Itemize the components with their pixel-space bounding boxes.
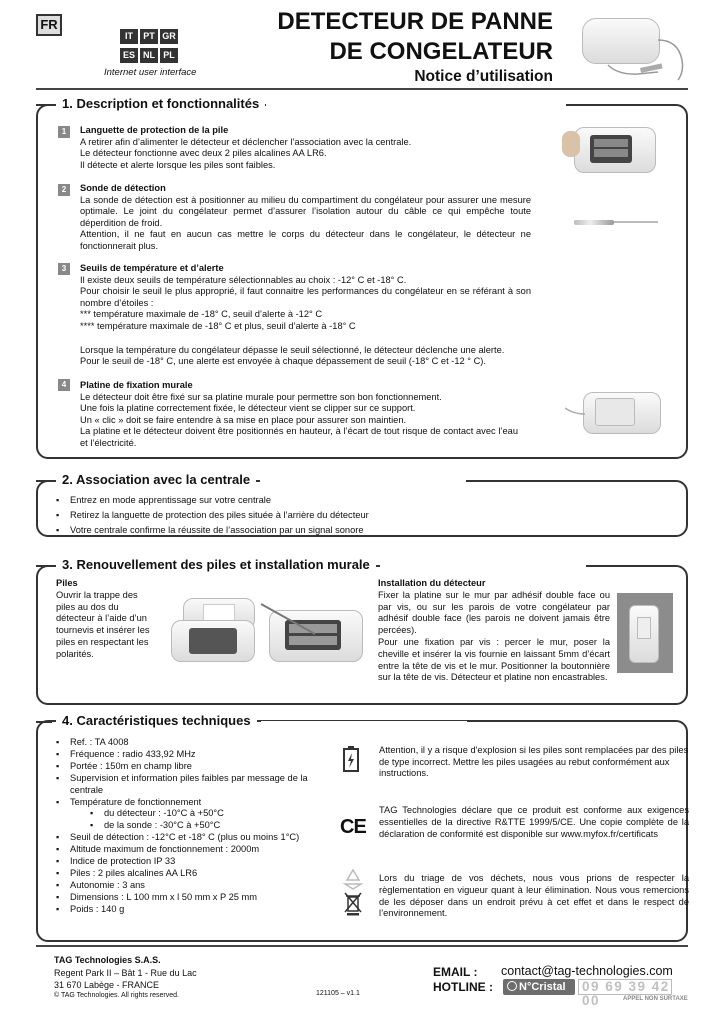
item-number: 1 (58, 126, 70, 138)
item-line: Le détecteur fonctionne avec deux 2 piles alcalines AA LR6. (80, 148, 327, 159)
item-title: Seuils de température et d’alerte (80, 263, 224, 273)
lang-badge: NL (140, 48, 158, 63)
item-wall-mount (80, 380, 518, 450)
item-line: Attention, il ne faut en aucun cas mettre le corps du détecteur dans le congélateur, le détecteur ne fonctionnerait plus. (80, 229, 531, 252)
installation-text: Pour une fixation par vis : percer le mur, poser la cheville et insérer la vis fournie en laissant 5mm d’écart entre la tête de vis et le mur. Positionner la boutonnière sur la tête de vis. Détecteur et platine non encastrables. (378, 636, 610, 683)
lang-badge: IT (120, 29, 138, 44)
installation-title: Installation du détecteur (378, 578, 486, 588)
item-line: **** température maximale de -18° C et plus, seuil d’alerte à -18° C (80, 321, 356, 332)
item-line: *** température maximale de -18° C, seuil d’alerte à -12° C (80, 309, 323, 320)
page-title-line2: DE CONGELATEUR (329, 38, 553, 65)
page-title-line1: DETECTEUR DE PANNE (277, 8, 553, 35)
header-divider (36, 88, 688, 90)
item-probe (80, 183, 531, 253)
email-link[interactable]: contact@tag-technologies.com (501, 964, 673, 978)
item-battery-tab (80, 125, 540, 171)
spec-item: ▪ Seuil de détection : -12°C et -18° C (plus ou moins 1°C) (54, 832, 324, 844)
image-battery-tab (562, 121, 662, 178)
spec-item: ▪ Piles : 2 piles alcalines AA LR6 (54, 868, 324, 880)
non-surtaxe-note: APPEL NON SURTAXE (623, 996, 688, 1002)
ce-mark: CE (340, 816, 366, 838)
spec-subitem: ▪ de la sonde : -30°C à +50°C (54, 820, 324, 832)
section-title-description: 1. Description et fonctionnalités (56, 96, 265, 112)
item-line: Pour le seuil de -18° C, une alerte est envoyée à chaque dépassement de seuil (-18° C et -12 ° C). (80, 356, 486, 367)
image-wall-installation (617, 593, 673, 673)
spec-item: ▪ Portée : 150m en champ libre (54, 761, 324, 773)
internet-ui-note: Internet user interface (104, 67, 197, 78)
lang-badge: PL (160, 48, 178, 63)
item-line: Il détecte et alerte lorsque les piles sont faibles. (80, 159, 276, 170)
image-probe (574, 212, 659, 232)
list-item: ▪ Votre centrale confirme la réussite de l’association par un signal sonore (54, 523, 654, 538)
spec-item: ▪ Supervision et information piles faibles par message de la centrale (54, 773, 324, 797)
lang-badge: PT (140, 29, 158, 44)
recycle-icon (341, 868, 365, 890)
item-line: Pour choisir le seuil le plus approprié, il faut connaitre les performances du congélateur en se référant à son nombre d’étoiles : (80, 286, 531, 308)
section-title-association: 2. Association avec la centrale (56, 472, 256, 488)
spec-item: ▪ Indice de protection IP 33 (54, 856, 324, 868)
battery-warning-text: Attention, il y a risque d'explosion si les piles sont remplacées par des piles de type incorrect. Mettre les piles usagées au rebut conformément aux instructions. (379, 745, 689, 779)
item-line: Lorsque la température du congélateur dépasse le seuil sélectionné, le détecteur déclenche une alerte. (80, 344, 505, 355)
item-number: 4 (58, 379, 70, 391)
hotline-label: HOTLINE : (433, 980, 493, 994)
email-label: EMAIL : (433, 965, 478, 979)
ce-conformity-text: TAG Technologies déclare que ce produit est conforme aux exigences essentielles de la directive R&TTE 1999/5/CE. Une copie complète de la déclaration de conformité est disponible sur www.myfox.fr/certificats (379, 805, 689, 839)
spec-subitem: ▪ du détecteur : -10°C à +50°C (54, 808, 324, 820)
spec-item: ▪ Ref. : TA 4008 (54, 737, 324, 749)
spec-item: ▪ Température de fonctionnement (54, 797, 324, 809)
image-battery-replacement (165, 590, 370, 670)
language-current: FR (36, 14, 62, 36)
footer-divider (36, 945, 688, 947)
footer-address-line2: 31 670 Labège - FRANCE (54, 980, 160, 990)
recycling-text: Lors du triage de vos déchets, nous vous prions de respecter la règlementation en vigueur quant à leur élimination. Nous vous remercions de les déposer dans un endroit prévu à cet effet et dans le respect de l’environnement. (379, 873, 689, 919)
product-image-detector (578, 10, 688, 85)
item-line: La sonde de détection est à positionner au milieu du compartiment du congélateur pour assurer une mesure optimale. Le joint du congélateur permet d’assurer l’isolation autour du câble ce qui empêche toute déperdition de froid. (80, 194, 531, 228)
item-thresholds (80, 263, 531, 368)
battery-warning-icon (343, 746, 359, 772)
spec-item: ▪ Fréquence : radio 433,92 MHz (54, 749, 324, 761)
item-line: Il existe deux seuils de température sélectionnables au choix : -12° C et -18° C. (80, 274, 407, 285)
page-subtitle: Notice d’utilisation (414, 68, 553, 85)
batteries-block (56, 578, 152, 661)
footer-company: TAG Technologies S.A.S. (54, 955, 161, 965)
hotline-number[interactable]: 09 69 39 42 00 (578, 979, 672, 995)
footer-copyright: © TAG Technologies. All rights reserved. (54, 992, 179, 999)
spec-item: ▪ Poids : 140 g (54, 904, 324, 916)
item-title: Sonde de détection (80, 183, 166, 193)
batteries-text: Ouvrir la trappe des piles au dos du détecteur à l’aide d’un tournevis et insérer les piles en respectant les polarités. (56, 589, 150, 659)
footer-address-line1: Regent Park II – Bât 1 - Rue du Lac (54, 968, 197, 978)
section-title-batteries: 3. Renouvellement des piles et installation murale (56, 557, 376, 573)
item-line: Un « clic » doit se faire entendre à sa mise en place pour assurer son maintien. (80, 414, 407, 425)
spec-item: ▪ Autonomie : 3 ans (54, 880, 324, 892)
item-title: Languette de protection de la pile (80, 125, 229, 135)
cristal-badge (503, 979, 575, 995)
lang-badge: GR (160, 29, 178, 44)
image-wall-plate (565, 384, 665, 440)
item-line: A retirer afin d’alimenter le détecteur et déclencher l’association avec la centrale. (80, 136, 412, 147)
item-line: Le détecteur doit être fixé sur sa platine murale pour permettre son bon fonctionnement. (80, 391, 442, 402)
spec-item: ▪ Altitude maximum de fonctionnement : 2000m (54, 844, 324, 856)
item-number: 3 (58, 263, 70, 275)
footer-version: 121105 – v1.1 (316, 990, 360, 997)
installation-block (378, 578, 610, 684)
specs-list (54, 737, 324, 916)
spec-item: ▪ Dimensions : L 100 mm x l 50 mm x P 25 mm (54, 892, 324, 904)
item-line: Une fois la platine correctement fixée, le détecteur vient se clipper sur ce support. (80, 403, 416, 414)
item-number: 2 (58, 184, 70, 196)
installation-text: Fixer la platine sur le mur par adhésif double face ou par vis, ou sur les parois de votre congélateur par adhésif double face (les parois ne doivent jamais être percées). (378, 589, 610, 636)
batteries-title: Piles (56, 578, 78, 588)
list-item: ▪ Retirez la languette de protection des piles située à l’arrière du détecteur (54, 508, 654, 523)
section-title-specs: 4. Caractéristiques techniques (56, 713, 257, 729)
item-title: Platine de fixation murale (80, 380, 193, 390)
item-line: La platine et le détecteur doivent être positionnés en hauteur, à l’écart de tout risque de contact avec l’eau et l’électricité. (80, 426, 518, 449)
list-item: ▪ Entrez en mode apprentissage sur votre centrale (54, 493, 654, 508)
cristal-label: N°Cristal (519, 981, 566, 993)
association-steps (54, 493, 654, 538)
weee-bin-icon (344, 892, 362, 916)
phone-icon (507, 981, 517, 991)
lang-badge: ES (120, 48, 138, 63)
